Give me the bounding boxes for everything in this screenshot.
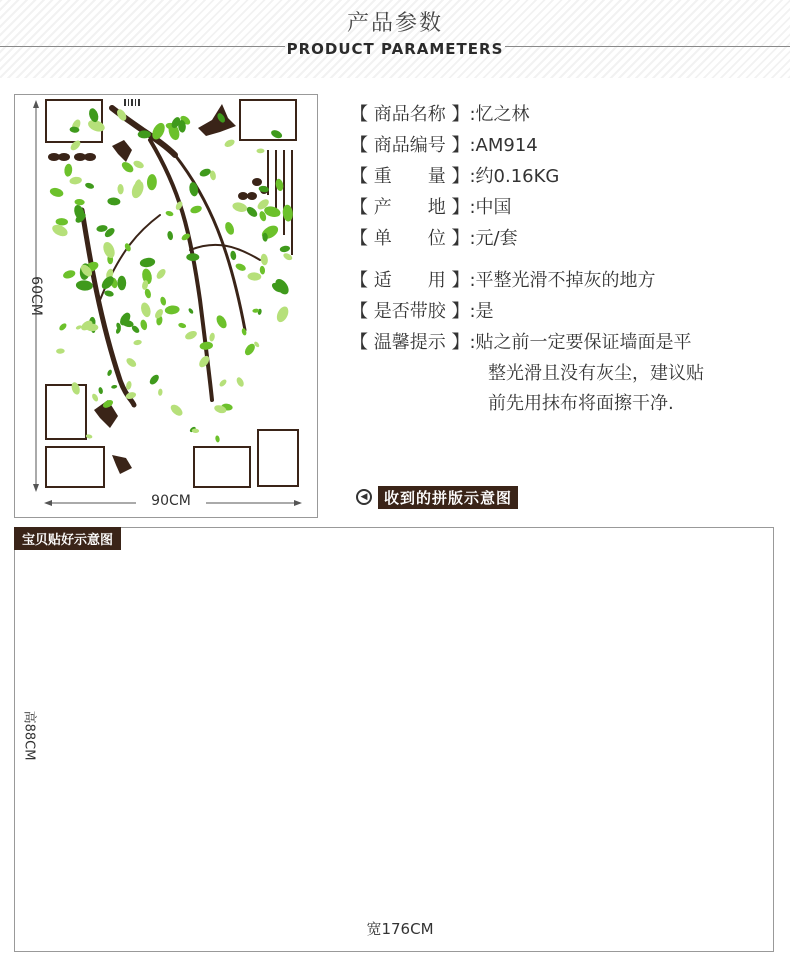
received-layout-label: 收到的拼版示意图 xyxy=(378,486,518,509)
installed-preview-panel xyxy=(14,527,774,952)
param-value: :忆之林 xyxy=(469,104,530,125)
param-label: 【 产 地 】 xyxy=(350,197,470,218)
param-label: 【 重 量 】 xyxy=(350,166,470,187)
sheet-height-label: 60CM xyxy=(28,276,44,316)
param-value: :元/套 xyxy=(469,228,518,249)
param-label: 【 是否带胶 】 xyxy=(350,301,470,322)
param-value: :贴之前一定要保证墙面是平 xyxy=(469,332,692,353)
section-title-cn: 产品参数 xyxy=(346,11,443,36)
param-row xyxy=(350,131,780,157)
installed-preview-tag: 宝贝贴好示意图 xyxy=(14,527,121,550)
section-title-en: PRODUCT PARAMETERS xyxy=(286,40,504,58)
param-label: 【 商品编号 】 xyxy=(350,135,470,156)
param-label: 【 温馨提示 】 xyxy=(350,332,470,353)
param-value: :约0.16KG xyxy=(469,166,560,187)
sheet-width-label: 90CM xyxy=(151,493,191,509)
param-row xyxy=(350,266,780,292)
tip-line-2: 整光滑且没有灰尘，建议贴 xyxy=(488,363,704,384)
param-label: 【 商品名称 】 xyxy=(350,104,470,125)
wall-width-label: 宽176CM xyxy=(366,920,434,938)
param-value: :AM914 xyxy=(469,135,538,156)
param-label: 【 适 用 】 xyxy=(350,270,470,291)
section-header xyxy=(0,0,790,78)
param-row xyxy=(350,224,780,250)
param-value: :是 xyxy=(469,301,494,322)
arrow-left-circle-icon: ◀ xyxy=(356,489,372,505)
param-value: :平整光滑不掉灰的地方 xyxy=(469,270,656,291)
param-row xyxy=(350,162,780,188)
param-value: :中国 xyxy=(469,197,512,218)
param-row xyxy=(350,328,780,354)
param-row xyxy=(350,100,780,126)
param-row xyxy=(350,297,780,323)
param-row xyxy=(350,193,780,219)
param-label: 【 单 位 】 xyxy=(350,228,470,249)
tip-line-3: 前先用抹布将面擦干净. xyxy=(488,393,674,414)
wall-height-label: 高88CM xyxy=(21,710,37,761)
received-layout-caption xyxy=(356,486,518,508)
sticker-sheet-panel xyxy=(14,94,318,518)
